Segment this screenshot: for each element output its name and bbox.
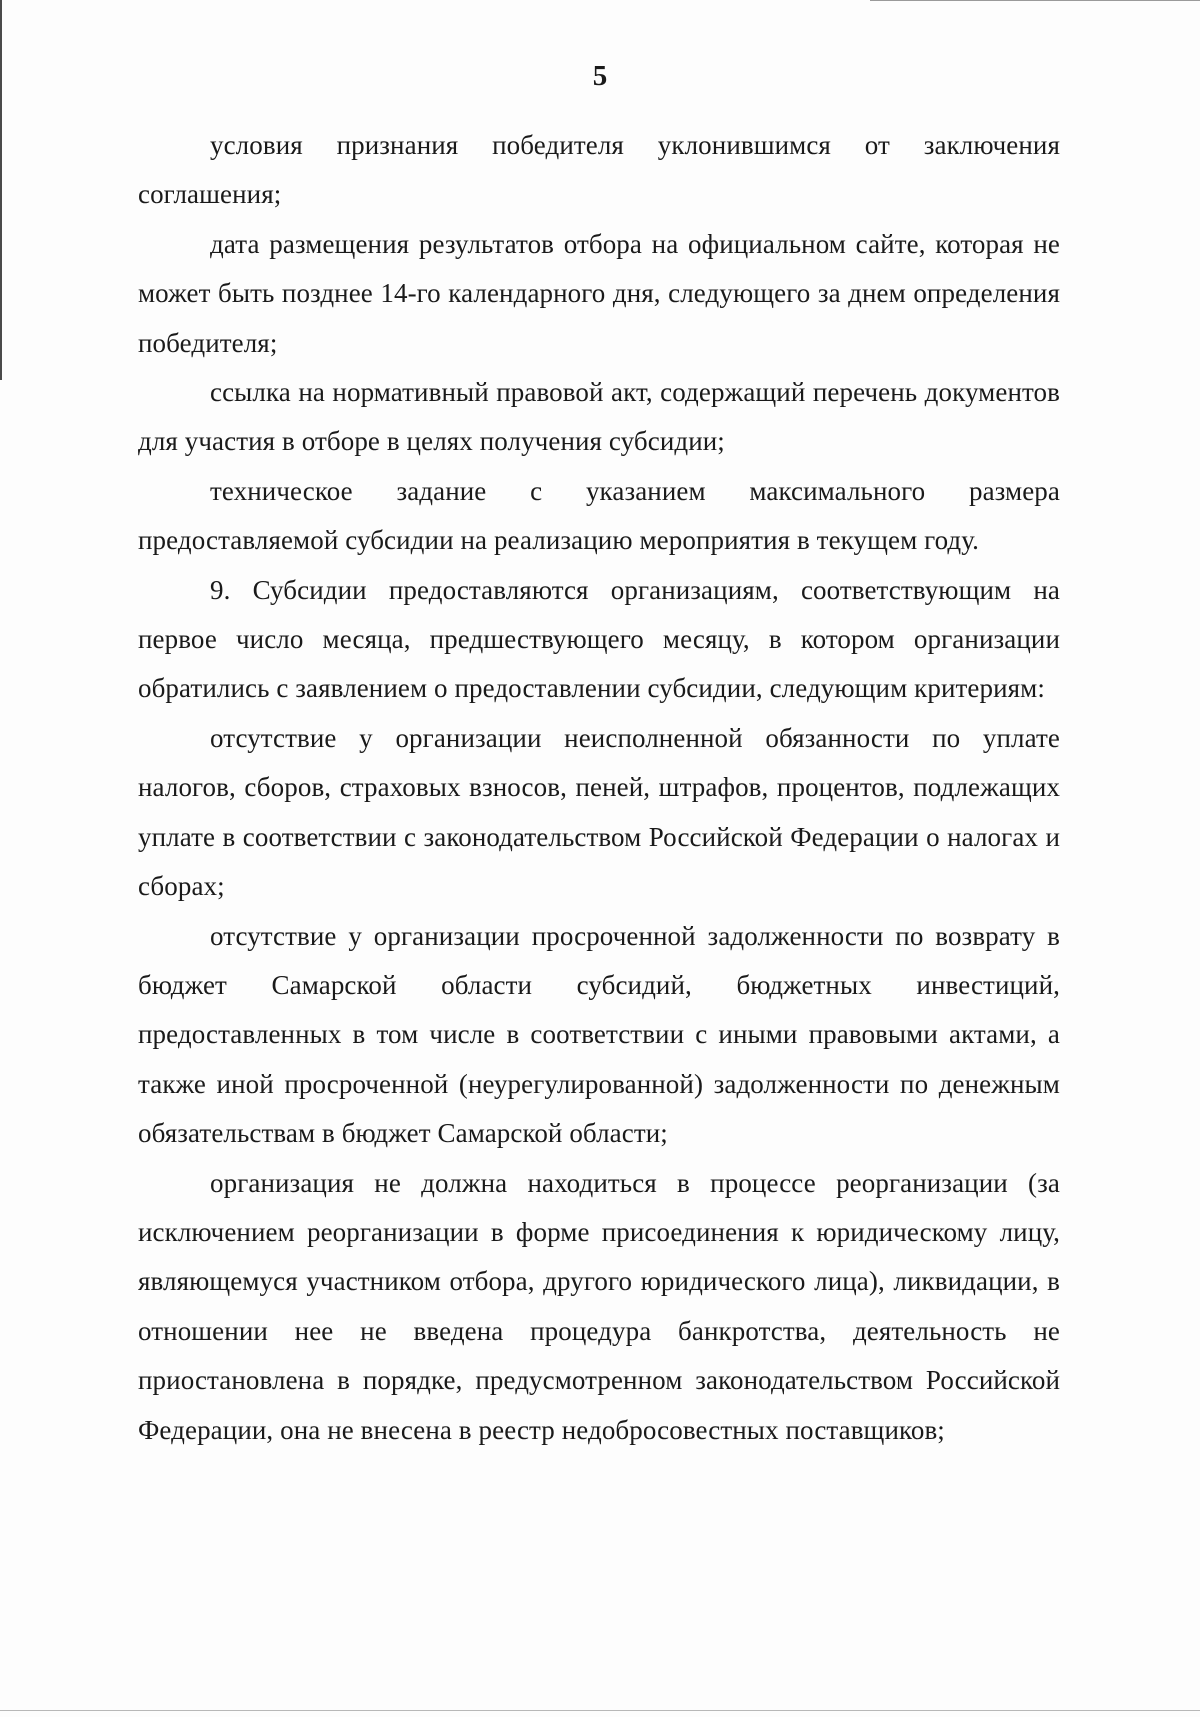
paragraph-section-9: 9. Субсидии предоставляются организациям, соответствующим на первое число месяца, предшествующего месяцу, в котором организации обратились с заявлением о предоставлении субсидии, следующим критериям: (138, 574, 1060, 704)
paragraph-tax-criterion: отсутствие у организации неисполненной обязанности по уплате налогов, сборов, страховых взносов, пеней, штрафов, процентов, подлежащих уплате в соответствии с законодательством Российской Федерации о налогах и сборах; (138, 722, 1060, 902)
scan-edge-left (0, 0, 2, 380)
paragraph-legal-act-link: ссылка на нормативный правовой акт, содержащий перечень документов для участия в отборе в целях получения субсидии; (138, 377, 1060, 457)
paragraph-technical-task: техническое задание с указанием максимального размера предоставляемой субсидии на реализацию мероприятия в текущем году. (138, 475, 1060, 556)
document-body (138, 121, 1060, 1455)
scan-edge-bottom (0, 1710, 1200, 1711)
page-number: 5 (592, 60, 608, 92)
paragraph-evasion-conditions: условия признания победителя уклонившимся от заключения соглашения; (138, 130, 1060, 210)
paragraph-debt-criterion: отсутствие у организации просроченной задолженности по возврату в бюджет Самарской области субсидий, бюджетных инвестиций, предоставленных в том числе в соответствии с иными правовыми актами, а также иной просроченной (неурегулированной) задолженности по денежным обязательствам в бюджет Самарской области; (138, 920, 1060, 1149)
paragraph-reorganization-criterion: организация не должна находиться в процессе реорганизации (за исключением реорганизации в форме присоединения к юридическому лицу, являющемуся участником отбора, другого юридического лица), ликвидации, в отношении нее не введена процедура банкротства, деятельность не приостановлена в порядке, предусмотренном законодательством Российской Федерации, она не внесена в реестр недобросовестных поставщиков; (138, 1167, 1060, 1445)
scan-edge-top (870, 0, 1200, 1)
paragraph-results-date: дата размещения результатов отбора на официальном сайте, которая не может быть позднее 14-го календарного дня, следующего за днем определения победителя; (138, 228, 1060, 358)
